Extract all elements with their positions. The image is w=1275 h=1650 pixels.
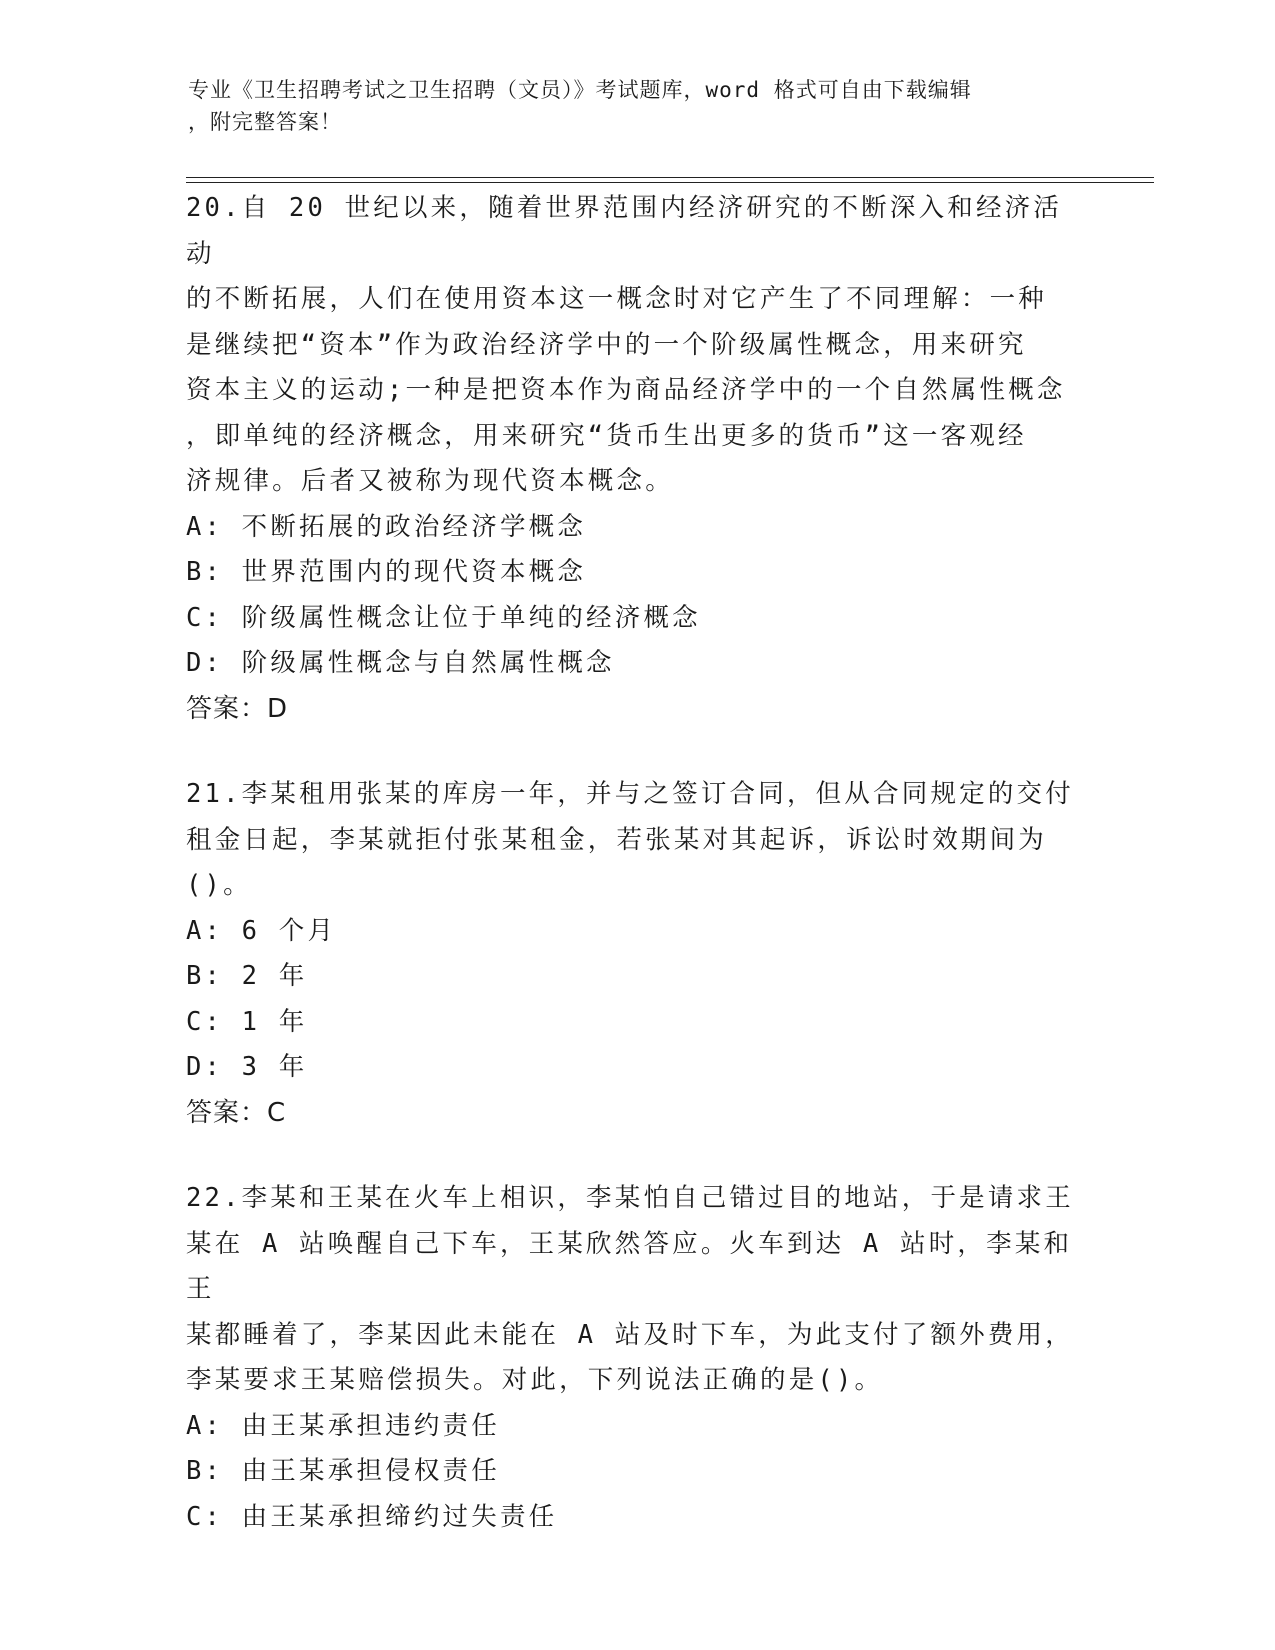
stem-line: 20.自 20 世纪以来，随着世界范围内经济研究的不断深入和经济活动 bbox=[186, 193, 1063, 269]
header-line-2: ，附完整答案！ bbox=[188, 110, 342, 134]
question-stem bbox=[186, 186, 1086, 505]
option-b: B: 世界范围内的现代资本概念 bbox=[186, 557, 587, 587]
option-a: A: 不断拓展的政治经济学概念 bbox=[186, 511, 587, 542]
stem-line: 21.李某租用张某的库房一年，并与之签订合同，但从合同规定的交付 bbox=[186, 779, 1074, 809]
header-line-1: 专业《卫生招聘考试之卫生招聘（文员）》考试题库，word 格式可自由下载编辑 bbox=[188, 78, 972, 102]
header-divider-top bbox=[186, 177, 1154, 178]
stem-line: 的不断拓展，人们在使用资本这一概念时对它产生了不同理解：一种 bbox=[186, 284, 1048, 314]
question-22 bbox=[186, 1176, 1086, 1540]
stem-line: 22.李某和王某在火车上相识，李某怕自己错过目的地站，于是请求王 bbox=[186, 1183, 1074, 1213]
option-b: B: 2 年 bbox=[186, 961, 308, 991]
question-21 bbox=[186, 772, 1086, 1136]
stem-line: 某在 A 站唤醒自己下车，王某欣然答应。火车到达 A 站时，李某和王 bbox=[186, 1228, 1073, 1304]
option-d: D: 3 年 bbox=[186, 1052, 308, 1082]
option-d: D: 阶级属性概念与自然属性概念 bbox=[186, 648, 615, 678]
option-c: C: 1 年 bbox=[186, 1006, 308, 1037]
header-divider-bottom bbox=[186, 182, 1154, 183]
question-20 bbox=[186, 186, 1086, 732]
option-c: C: 阶级属性概念让位于单纯的经济概念 bbox=[186, 602, 701, 633]
answer-line: 答案：D bbox=[186, 693, 289, 724]
question-stem bbox=[186, 1176, 1086, 1404]
option-c: C: 由王某承担缔约过失责任 bbox=[186, 1501, 558, 1532]
stem-line: 是继续把“资本”作为政治经济学中的一个阶级属性概念，用来研究 bbox=[186, 329, 1027, 360]
question-list bbox=[186, 186, 1086, 1580]
option-a: A: 由王某承担违约责任 bbox=[186, 1410, 500, 1441]
option-a: A: 6 个月 bbox=[186, 915, 337, 946]
stem-line: 某都睡着了，李某因此未能在 A 站及时下车，为此支付了额外费用， bbox=[186, 1319, 1074, 1350]
answer-line: 答案：C bbox=[186, 1097, 287, 1128]
stem-line: ，即单纯的经济概念，用来研究“货币生出更多的货币”这一客观经 bbox=[186, 420, 1027, 451]
document-header bbox=[188, 74, 1068, 138]
stem-line: ()。 bbox=[186, 870, 252, 900]
stem-line: 李某要求王某赔偿损失。对此，下列说法正确的是()。 bbox=[186, 1365, 884, 1395]
stem-line: 济规律。后者又被称为现代资本概念。 bbox=[186, 466, 674, 496]
stem-line: 资本主义的运动;一种是把资本作为商品经济学中的一个自然属性概念 bbox=[186, 375, 1066, 405]
option-b: B: 由王某承担侵权责任 bbox=[186, 1456, 500, 1486]
question-stem bbox=[186, 772, 1086, 909]
stem-line: 租金日起，李某就拒付张某租金，若张某对其起诉，诉讼时效期间为 bbox=[186, 824, 1048, 855]
